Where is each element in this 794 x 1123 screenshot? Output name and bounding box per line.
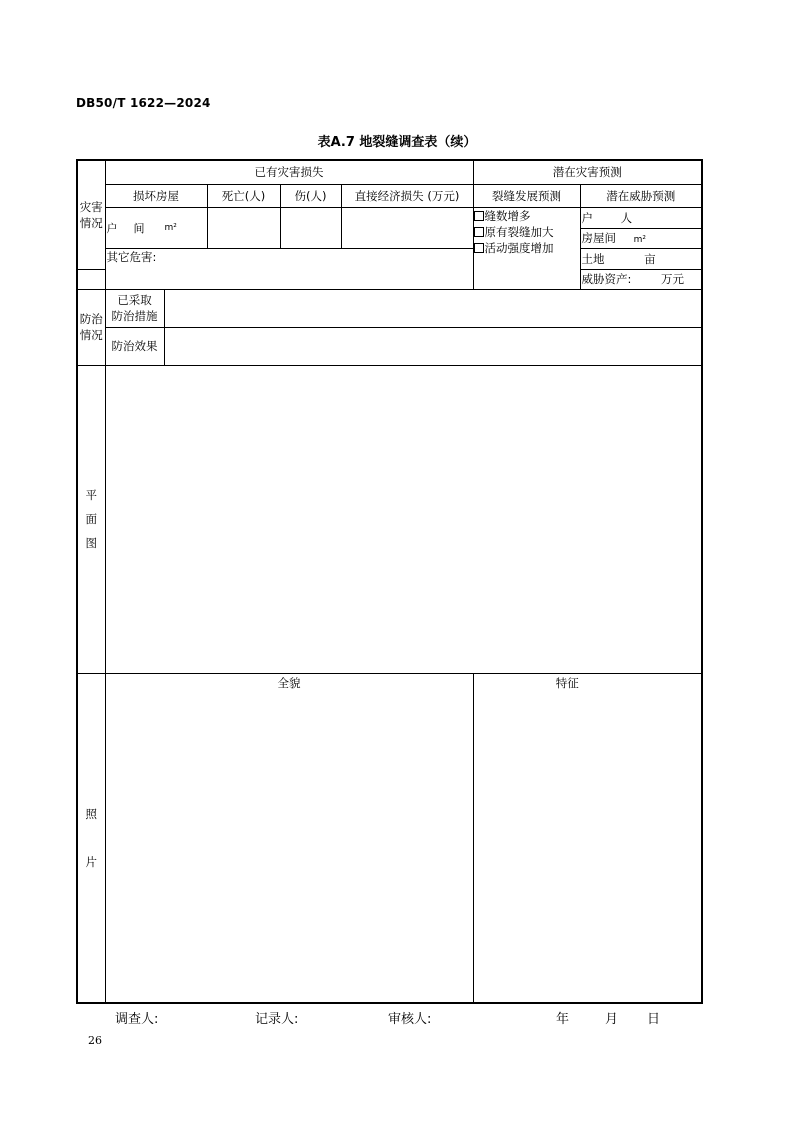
threat-land-cell[interactable]: 土地 亩 [580, 248, 702, 269]
prevention-effect-label: 防治效果 [105, 327, 164, 365]
threat-households-cell[interactable]: 户 人 [580, 207, 702, 228]
injury-header: 伤(人) [280, 184, 341, 207]
reviewer-label: 审核人: [388, 1012, 432, 1027]
damaged-house-header: 损坏房屋 [105, 184, 207, 207]
disaster-situation-label: 灾害 情况 [77, 160, 105, 269]
investigator-label: 调查人: [115, 1012, 159, 1027]
threat-forecast-header: 潜在威胁预测 [580, 184, 702, 207]
photo-feature-area[interactable] [473, 673, 702, 1003]
existing-loss-header: 已有灾害损失 [105, 160, 473, 184]
potential-forecast-header: 潜在灾害预测 [473, 160, 702, 184]
injury-value-cell[interactable] [280, 207, 341, 248]
death-value-cell[interactable] [207, 207, 280, 248]
checkbox-icon[interactable] [474, 243, 484, 253]
standard-code: DB50/T 1622—2024 [76, 96, 211, 110]
checkbox-icon[interactable] [474, 211, 484, 221]
day-label: 日 [647, 1012, 661, 1027]
disaster-label-continuation [77, 269, 105, 289]
option-crack-widen[interactable]: 原有裂缝加大 [474, 224, 580, 240]
plan-view-area[interactable] [105, 365, 702, 673]
photo-overview-label: 全貌 [277, 675, 301, 690]
photo-feature-label: 特征 [555, 675, 579, 690]
table-title: 表A.7 地裂缝调查表（续） [317, 135, 477, 150]
economic-loss-header: 直接经济损失 (万元) [341, 184, 473, 207]
economic-loss-value-cell[interactable] [341, 207, 473, 248]
prevention-situation-label: 防治 情况 [77, 289, 105, 365]
other-harm-cell[interactable]: 其它危害: [105, 248, 473, 289]
crack-options-cell [473, 207, 580, 289]
option-crack-count[interactable]: 缝数增多 [474, 208, 580, 224]
threat-house-cell[interactable]: 房屋间 m² [580, 228, 702, 248]
checkbox-icon[interactable] [474, 227, 484, 237]
damaged-house-cell[interactable]: 户 间 m² [105, 207, 207, 248]
recorder-label: 记录人: [255, 1012, 299, 1027]
crack-development-header: 裂缝发展预测 [473, 184, 580, 207]
threat-assets-cell[interactable]: 威胁资产: 万元 [580, 269, 702, 289]
measures-taken-value[interactable] [164, 289, 702, 327]
month-label: 月 [605, 1012, 619, 1027]
year-label: 年 [556, 1012, 570, 1027]
option-activity-increase[interactable]: 活动强度增加 [474, 240, 580, 256]
photo-label: 照 片 [77, 673, 105, 1003]
measures-taken-label: 已采取 防治措施 [105, 289, 164, 327]
page-number: 26 [88, 1034, 102, 1047]
plan-view-label: 平 面 图 [77, 365, 105, 673]
survey-form-table [76, 159, 703, 1004]
prevention-effect-value[interactable] [164, 327, 702, 365]
photo-overview-area[interactable] [105, 673, 473, 1003]
death-header: 死亡(人) [207, 184, 280, 207]
